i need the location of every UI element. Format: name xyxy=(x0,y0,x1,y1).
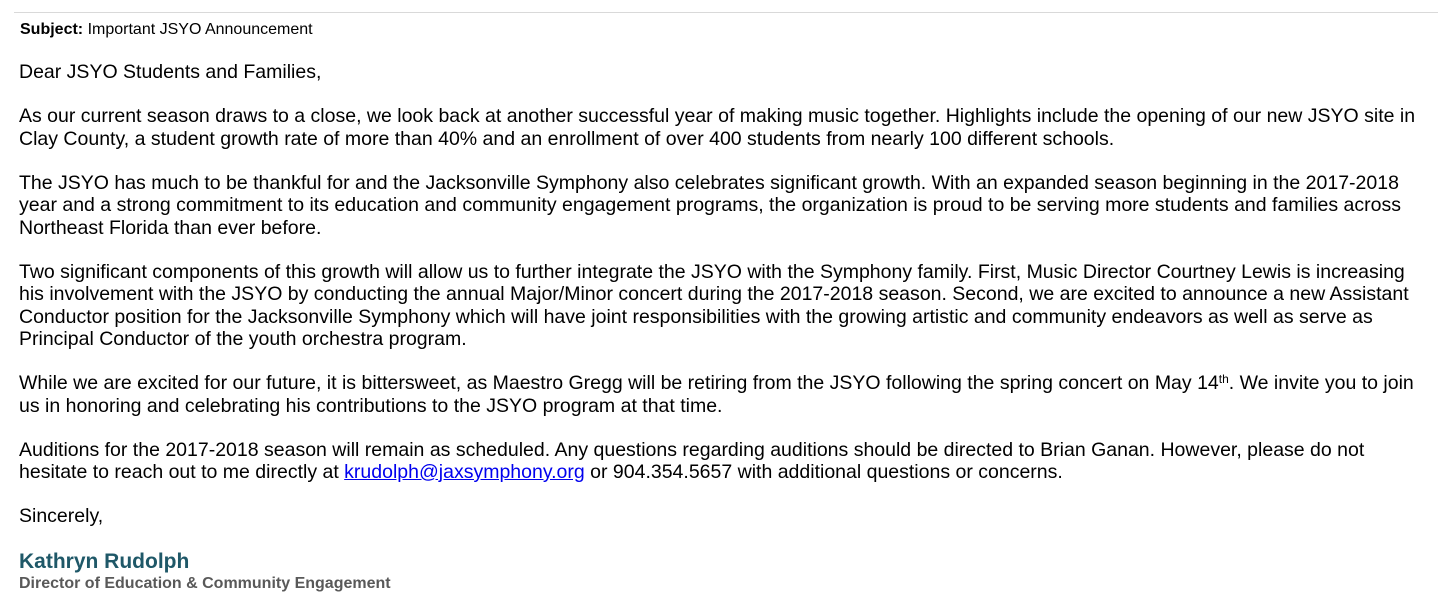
paragraph-maestro-retirement-text-end: . We invite you to join us in honoring and celebrating his contributions to the JSYO program at that time. xyxy=(19,372,1414,417)
email-link[interactable]: krudolph@jaxsymphony.org xyxy=(344,461,585,483)
paragraph-season-highlights: As our current season draws to a close, we look back at another successful year of making music together. Highlights include the opening of our new JSYO site in Clay County, a student growth rate of more than 40% and an enrollment of over 400 students from nearly 100 different schools. xyxy=(19,105,1416,150)
header-divider xyxy=(14,12,1438,13)
paragraph-maestro-retirement-text: While we are excited for our future, it is bittersweet, as Maestro Gregg will be retiring from the JSYO following the spring concert on May 14 xyxy=(19,372,1219,394)
paragraph-auditions-text: Auditions for the 2017-2018 season will remain as scheduled. Any questions regarding auditions should be directed to Brian Ganan. However, please do not hesitate to reach out to me directly at xyxy=(19,438,1365,483)
subject-line xyxy=(20,20,313,39)
paragraph-maestro-retirement xyxy=(19,372,1433,417)
ordinal-suffix: th xyxy=(1218,372,1229,386)
paragraph-symphony-growth: The JSYO has much to be thankful for and the Jacksonville Symphony also celebrates significant growth. With an expanded season beginning in the 2017-2018 year and a strong commitment to its education and community engagement programs, the organization is proud to be serving more students and families across Northeast Florida than ever before. xyxy=(19,171,1401,239)
subject-label: Subject: xyxy=(20,21,84,38)
email-body xyxy=(19,61,1433,549)
closing: Sincerely, xyxy=(19,505,104,527)
signature-name: Kathryn Rudolph xyxy=(19,550,190,573)
subject-text: Important JSYO Announcement xyxy=(87,21,313,38)
paragraph-integration: Two significant components of this growth will allow us to further integrate the JSYO with the Symphony family. First, Music Director Courtney Lewis is increasing his involvement with the JSYO by conducting the annual Major/Minor concert during the 2017-2018 season. Second, we are excited to announce a new Assistant Conductor position for the Jacksonville Symphony which will have joint responsibilities with the growing artistic and community endeavors as well as serve as Principal Conductor of the youth orchestra program. xyxy=(19,260,1409,350)
greeting: Dear JSYO Students and Families, xyxy=(19,61,322,83)
paragraph-auditions-text-end: or 904.354.5657 with additional questions or concerns. xyxy=(584,461,1063,483)
signature-block xyxy=(19,550,391,593)
signature-title: Director of Education & Community Engagement xyxy=(19,575,391,592)
paragraph-auditions xyxy=(19,439,1433,484)
